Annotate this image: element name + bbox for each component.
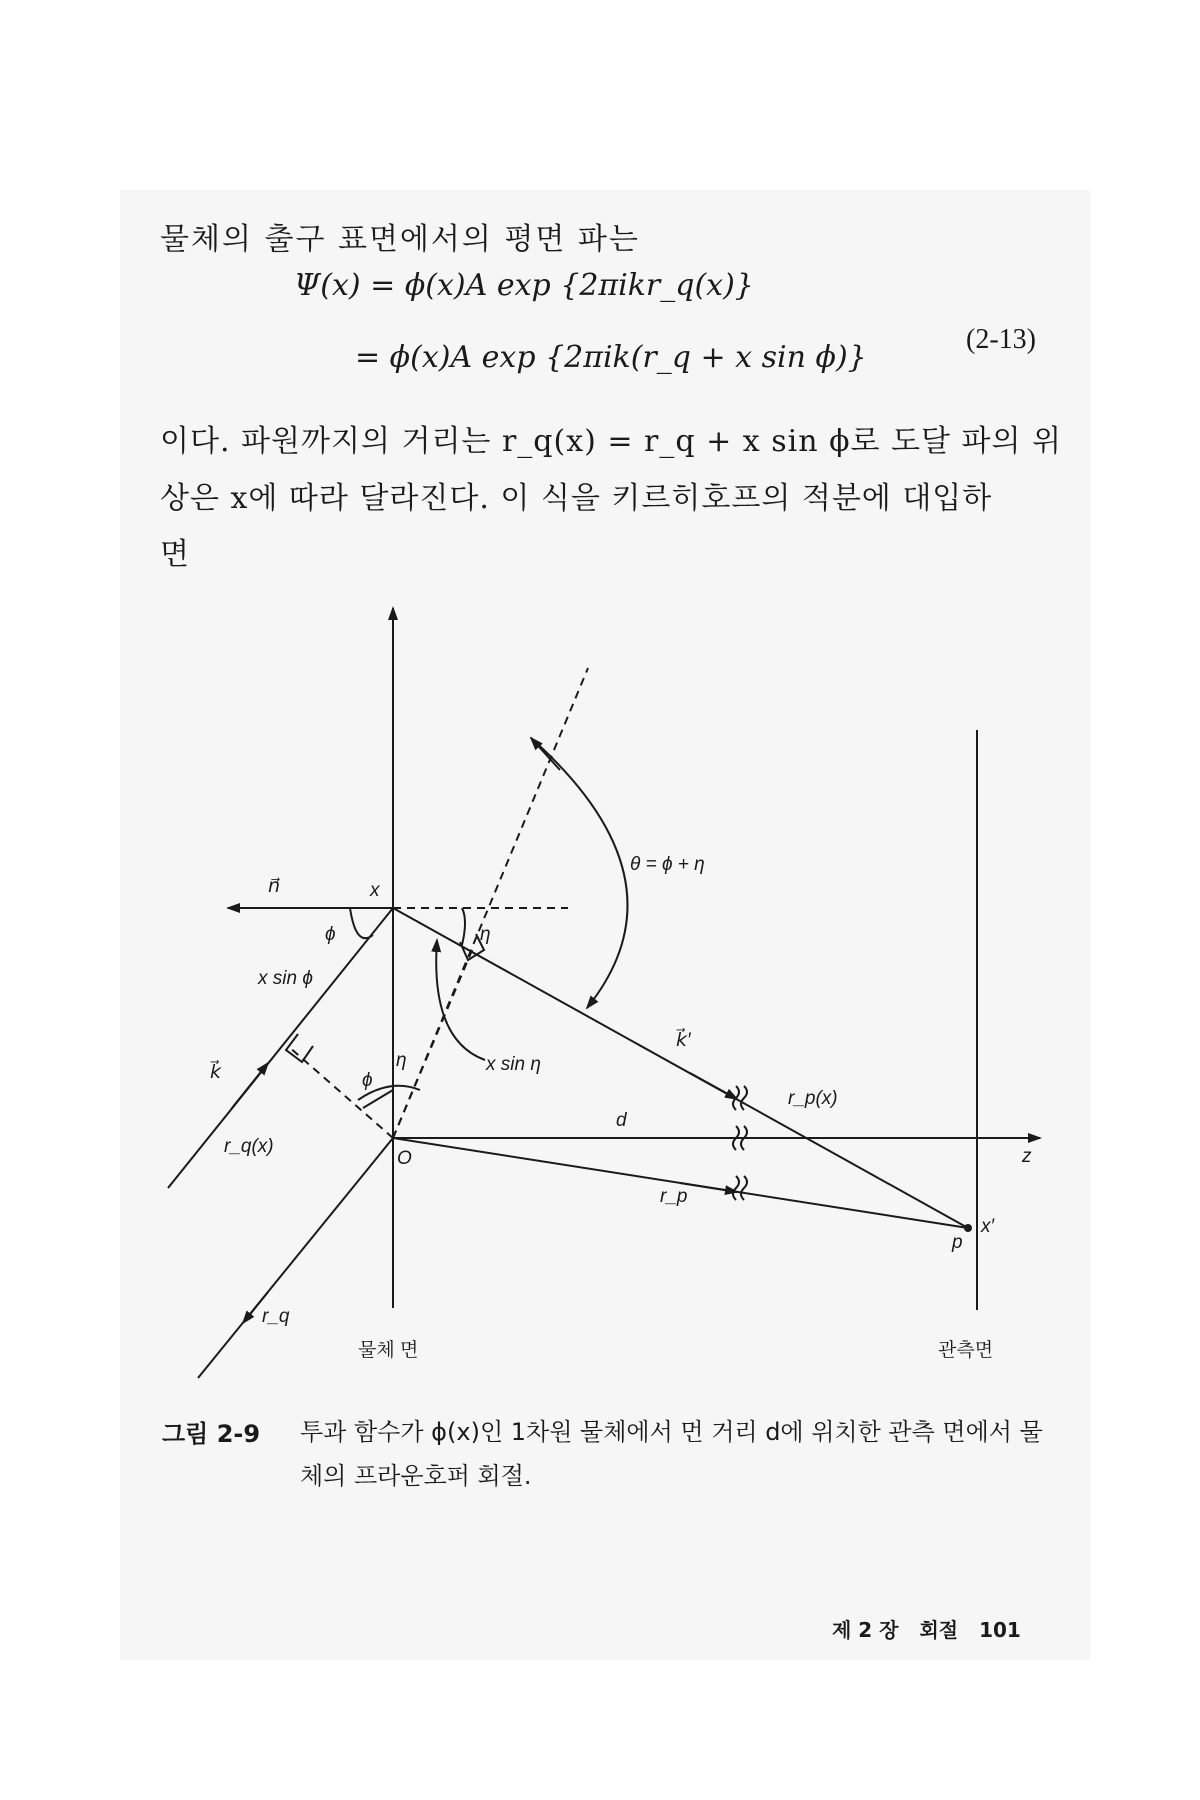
phi-arc-mid: [363, 1090, 393, 1108]
label-p: p: [952, 1232, 963, 1253]
kprime-arrow: [690, 1073, 737, 1099]
perp-dashed-upper: [393, 948, 473, 1138]
theta-arc: [531, 738, 627, 1008]
label-eta-mid: η: [396, 1050, 407, 1071]
equation-line-1: Ψ(x) = ϕ(x)A exp {2πikr_q(x)}: [294, 268, 754, 303]
intro-text: 물체의 출구 표면에서의 평면 파는: [160, 222, 640, 257]
break-mark-3: [733, 1176, 747, 1200]
figure-label: 그림 2-9: [162, 1420, 261, 1448]
label-eta-top: η: [480, 924, 491, 945]
paragraph-line-3: 면: [160, 537, 190, 572]
label-rq: r_q: [262, 1306, 290, 1327]
label-x-prime: x′: [981, 1216, 995, 1237]
label-rq-x: r_q(x): [224, 1136, 274, 1157]
label-rp-x: r_p(x): [788, 1088, 838, 1109]
label-phi-mid: ϕ: [362, 1070, 373, 1091]
footer-title: 회절: [919, 1618, 959, 1642]
equation-line-2: = ϕ(x)A exp {2πik(r_q + x sin ϕ)}: [355, 340, 867, 375]
label-observation-plane: 관측면: [938, 1340, 994, 1361]
theta-arc-start: [531, 738, 560, 770]
point-p: [964, 1224, 972, 1232]
page-number: 101: [979, 1618, 1021, 1642]
paragraph-line-1: 이다. 파원까지의 거리는 r_q(x) = r_q + x sin ϕ로 도달 파의 위: [160, 424, 1063, 459]
label-x: x: [370, 880, 380, 901]
incident-ray-upper: [168, 908, 393, 1188]
kprime-ray: [393, 908, 968, 1228]
equation-number: (2-13): [966, 324, 1036, 355]
label-theta-eq: θ = ϕ + η: [630, 854, 705, 875]
label-d: d: [616, 1110, 627, 1131]
x-sin-eta-leader: [436, 940, 485, 1060]
phi-arc-top: [350, 908, 373, 938]
k-arrow: [232, 1063, 268, 1108]
label-k-prime: k⃗′: [676, 1030, 691, 1051]
right-angle-lower: [286, 1034, 313, 1062]
footer-chapter: 제 2 장: [832, 1618, 899, 1642]
label-x-sin-eta: x sin η: [486, 1054, 541, 1075]
figure-caption: 투과 함수가 ϕ(x)인 1차원 물체에서 먼 거리 d에 위치한 관측 면에서 물체의 프라운호퍼 회절.: [300, 1418, 1043, 1490]
eta-arc-top: [462, 908, 465, 945]
label-k-vec: k⃗: [210, 1062, 222, 1083]
label-O: O: [397, 1148, 412, 1169]
label-phi-top: ϕ: [325, 924, 336, 945]
label-x-sin-phi: x sin ϕ: [258, 968, 313, 989]
rp-arrow: [680, 1183, 737, 1192]
label-rp: r_p: [660, 1186, 688, 1207]
label-object-plane: 물체 면: [358, 1340, 419, 1361]
label-z: z: [1022, 1146, 1032, 1167]
page-footer: [818, 1614, 1021, 1643]
label-n-vec: n⃗: [268, 876, 281, 897]
paragraph-line-2: 상은 x에 따라 달라진다. 이 식을 키르히호프의 적분에 대입하: [160, 481, 993, 516]
break-mark-1: [733, 1086, 747, 1110]
